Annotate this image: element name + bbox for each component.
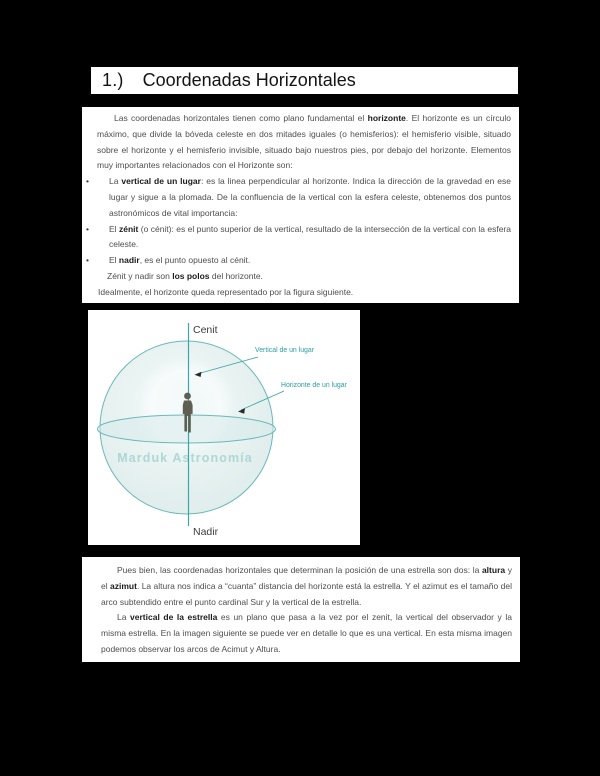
section-title: Coordenadas Horizontales bbox=[142, 70, 356, 90]
bullet-marker: • bbox=[86, 223, 89, 234]
watermark-text: Marduk Astronomía bbox=[117, 451, 253, 465]
celestial-sphere-diagram bbox=[88, 310, 360, 545]
vertical-callout-label: Vertical de un lugar bbox=[255, 347, 314, 354]
bullet-marker: • bbox=[86, 176, 89, 187]
bullet-text: El zénit (o cénit): es el punto superior de la vertical, resultado de la intersección de la vertical con la esfera celeste. bbox=[109, 223, 511, 250]
bullet-text: La vertical de un lugar: es la linea perpendicular al horizonte. Indica la dirección de la gravedad en ese lugar y sigue a la plomada. De la confluencia de la vertical con la esfera celeste, obtenemos dos puntos astronómicos de vital importancia: bbox=[109, 176, 511, 218]
closing-text-block bbox=[82, 557, 520, 662]
nadir-label: Nadir bbox=[193, 526, 219, 538]
intro-paragraph: Las coordenadas horizontales tienen como plano fundamental el horizonte. El horizonte es un círculo máximo, que divide la bóveda celeste en dos mitades iguales (o hemisferios): el hemisferio visible, situado sobre el horizonte y el hemisferio invisible, situado bajo nuestros pies, por debajo del horizonte. Elementos muy importantes relacionados con el Horizonte son: bbox=[97, 113, 511, 171]
bullet-item-vertical bbox=[84, 174, 511, 221]
bullet-text: El nadir, es el punto opuesto al cénit. bbox=[109, 255, 251, 266]
closing-paragraph-altura-azimut: Pues bien, las coordenadas horizontales que determinan la posición de una estrella son dos: la altura y el azimut. La altura nos indica a “cuanta” distancia del horizonte está la estrella. Y el azimut es el tamaño del arco subtendido entre el punto cardinal Sur y la vertical de la estrella. bbox=[101, 565, 512, 607]
bullet-marker: • bbox=[86, 255, 89, 266]
zenith-label: Cenit bbox=[193, 324, 218, 336]
bullet-item-nadir bbox=[84, 253, 511, 269]
idealmente-line: Idealmente, el horizonte queda representado por la figura siguiente. bbox=[98, 286, 354, 297]
polos-line: Zénit y nadir son los polos del horizonte. bbox=[107, 270, 263, 281]
horizon-callout-label: Horizonte de un lugar bbox=[281, 382, 347, 389]
celestial-sphere-figure bbox=[88, 310, 360, 545]
intro-text-block bbox=[82, 107, 519, 303]
closing-paragraph-vertical-estrella: La vertical de la estrella es un plano que pasa a la vez por el zenit, la vertical del observador y la misma estrella. En la imagen siguiente se puede ver en detalle lo que es una vertical. En esta misma imagen podemos observar los arcos de Acimut y Altura. bbox=[101, 612, 512, 654]
section-title-box bbox=[90, 66, 519, 95]
bullet-item-zenit bbox=[84, 222, 511, 254]
section-number: 1.) bbox=[102, 70, 124, 90]
